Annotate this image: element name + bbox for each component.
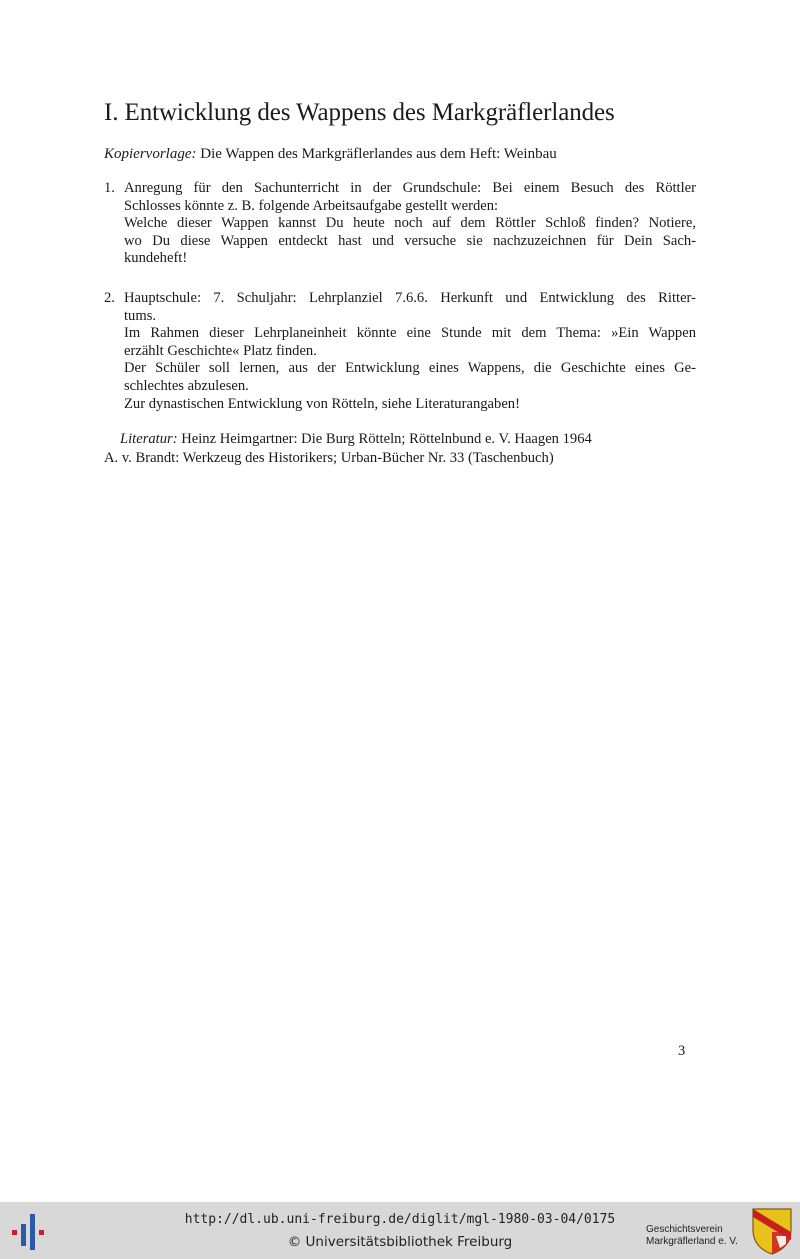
list-item-line: Hauptschule: 7. Schuljahr: Lehrplanziel 7.6.6. Herkunft und Entwicklung des Ritter- — [124, 290, 696, 306]
footer-bar — [0, 1202, 800, 1259]
list-item-line: Der Schüler soll lernen, aus der Entwicklung eines Wappens, die Geschichte eines Ge- — [124, 360, 696, 377]
list-item — [104, 290, 696, 413]
subtitle — [104, 146, 557, 163]
subtitle-label: Kopiervorlage: — [104, 146, 197, 162]
literature-ref-1: Heinz Heimgartner: Die Burg Rötteln; Röttelnbund e. V. Haagen 1964 — [177, 431, 592, 447]
society-name-line-1: Geschichtsverein — [646, 1224, 723, 1235]
list-item-line: kundeheft! — [124, 250, 188, 267]
page-title: I. Entwicklung des Wappens des Markgräflerlandes — [104, 99, 615, 126]
list-item-line: wo Du diese Wappen entdeckt hast und versuche sie nachzuzeichnen für Dein Sach- — [124, 232, 696, 249]
list-item-line: schlechtes abzulesen. — [124, 377, 249, 394]
list-item — [104, 180, 696, 268]
footer-copyright: © Universitätsbibliothek Freiburg — [287, 1234, 513, 1250]
list-item-line: erzählt Geschichte« Platz finden. — [124, 342, 317, 359]
society-name — [646, 1224, 738, 1248]
literature-ref-2: A. v. Brandt: Werkzeug des Historikers; Urban-Bücher Nr. 33 (Taschenbuch) — [104, 450, 554, 466]
list-item-line: tums. — [124, 307, 157, 324]
subtitle-text: Die Wappen des Markgräflerlandes aus dem Heft: Weinbau — [196, 146, 557, 162]
literature — [104, 430, 704, 468]
society-name-line-2: Markgräflerland e. V. — [646, 1236, 738, 1247]
list-item-number: 1. — [104, 180, 115, 196]
literature-label: Literatur: — [120, 431, 178, 447]
literature-line-1 — [104, 430, 704, 449]
list-item-line: Im Rahmen dieser Lehrplaneinheit könnte eine Stunde mit dem Thema: »Ein Wappen — [124, 325, 696, 342]
list-item-line: Welche dieser Wappen kannst Du heute noch auf dem Röttler Schloß finden? Notiere, — [124, 215, 696, 232]
list-item-number: 2. — [104, 290, 115, 306]
list-item-line: Anregung für den Sachunterricht in der Grundschule: Bei einem Besuch des Röttler — [124, 180, 696, 196]
footer-url-link[interactable]: http://dl.ub.uni-freiburg.de/diglit/mgl-1980-03-04/0175 — [184, 1212, 616, 1227]
list-item-line: Zur dynastischen Entwicklung von Rötteln, siehe Literaturangaben! — [124, 395, 520, 412]
list-item-line: Schlosses könnte z. B. folgende Arbeitsaufgabe gestellt werden: — [124, 197, 499, 214]
crest-icon[interactable] — [750, 1206, 794, 1256]
page-number: 3 — [678, 1043, 686, 1059]
